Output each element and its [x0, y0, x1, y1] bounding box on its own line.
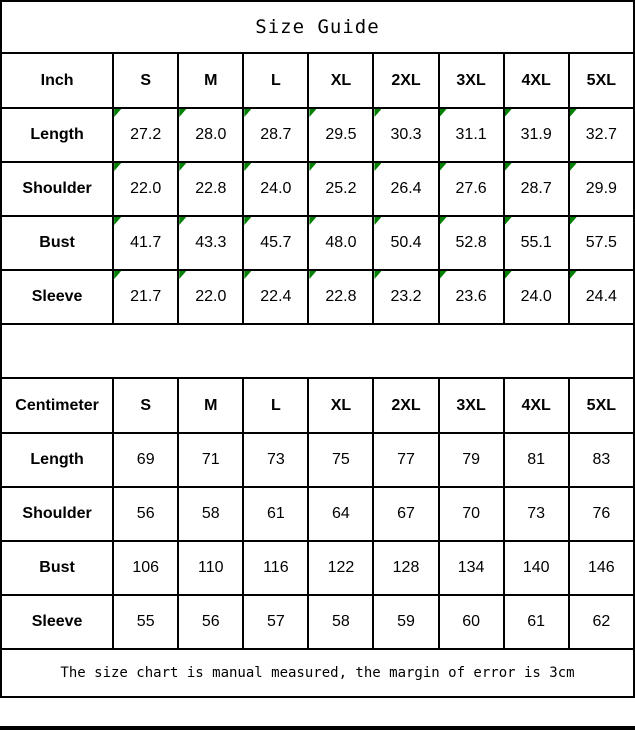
row-label: Length	[1, 108, 113, 162]
value-cell: 50.4	[373, 216, 438, 270]
green-corner-flag-icon	[114, 109, 121, 117]
value-cell: 23.6	[439, 270, 504, 324]
value-cell: 22.0	[113, 162, 178, 216]
size-col-header: XL	[308, 378, 373, 433]
size-col-header: S	[113, 378, 178, 433]
green-corner-flag-icon	[374, 271, 381, 279]
value-cell: 62	[569, 595, 634, 649]
size-col-header: M	[178, 53, 243, 108]
spacer-cell	[1, 324, 634, 378]
value-cell: 71	[178, 433, 243, 487]
value-cell: 31.9	[504, 108, 569, 162]
value-cell: 73	[504, 487, 569, 541]
size-col-header: 3XL	[439, 378, 504, 433]
green-corner-flag-icon	[440, 271, 447, 279]
inch-table-body	[1, 53, 634, 324]
row-label: Shoulder	[1, 162, 113, 216]
value-cell: 22.0	[178, 270, 243, 324]
value-cell: 128	[373, 541, 438, 595]
value-cell: 27.2	[113, 108, 178, 162]
value-cell: 55.1	[504, 216, 569, 270]
value-cell: 29.9	[569, 162, 634, 216]
row-label: Shoulder	[1, 487, 113, 541]
value-cell: 59	[373, 595, 438, 649]
size-col-header: 5XL	[569, 378, 634, 433]
value-cell: 43.3	[178, 216, 243, 270]
value-cell: 31.1	[439, 108, 504, 162]
green-corner-flag-icon	[440, 109, 447, 117]
green-corner-flag-icon	[179, 271, 186, 279]
value-cell: 45.7	[243, 216, 308, 270]
value-cell: 70	[439, 487, 504, 541]
green-corner-flag-icon	[570, 217, 577, 225]
value-cell: 67	[373, 487, 438, 541]
table-row	[1, 162, 634, 216]
row-label: Bust	[1, 541, 113, 595]
green-corner-flag-icon	[309, 109, 316, 117]
title-row	[1, 1, 634, 53]
value-cell: 26.4	[373, 162, 438, 216]
value-cell: 76	[569, 487, 634, 541]
value-cell: 24.0	[243, 162, 308, 216]
value-cell: 61	[504, 595, 569, 649]
footer-row	[1, 649, 634, 697]
size-header-row	[1, 378, 634, 433]
value-cell: 56	[113, 487, 178, 541]
value-cell: 57.5	[569, 216, 634, 270]
value-cell: 79	[439, 433, 504, 487]
table-row	[1, 270, 634, 324]
value-cell: 24.4	[569, 270, 634, 324]
value-cell: 56	[178, 595, 243, 649]
size-col-header: XL	[308, 53, 373, 108]
value-cell: 81	[504, 433, 569, 487]
green-corner-flag-icon	[374, 109, 381, 117]
green-corner-flag-icon	[440, 217, 447, 225]
value-cell: 58	[178, 487, 243, 541]
size-col-header: 2XL	[373, 378, 438, 433]
green-corner-flag-icon	[309, 163, 316, 171]
green-corner-flag-icon	[114, 163, 121, 171]
row-label: Length	[1, 433, 113, 487]
value-cell: 28.0	[178, 108, 243, 162]
value-cell: 55	[113, 595, 178, 649]
size-col-header: 4XL	[504, 53, 569, 108]
green-corner-flag-icon	[309, 271, 316, 279]
value-cell: 22.8	[178, 162, 243, 216]
value-cell: 75	[308, 433, 373, 487]
value-cell: 28.7	[504, 162, 569, 216]
value-cell: 52.8	[439, 216, 504, 270]
green-corner-flag-icon	[374, 217, 381, 225]
table-row	[1, 487, 634, 541]
value-cell: 83	[569, 433, 634, 487]
green-corner-flag-icon	[440, 163, 447, 171]
table-row	[1, 541, 634, 595]
value-cell: 146	[569, 541, 634, 595]
green-corner-flag-icon	[309, 217, 316, 225]
value-cell: 27.6	[439, 162, 504, 216]
value-cell: 24.0	[504, 270, 569, 324]
green-corner-flag-icon	[179, 109, 186, 117]
green-corner-flag-icon	[570, 163, 577, 171]
green-corner-flag-icon	[114, 271, 121, 279]
table-row	[1, 433, 634, 487]
value-cell: 29.5	[308, 108, 373, 162]
green-corner-flag-icon	[570, 109, 577, 117]
value-cell: 116	[243, 541, 308, 595]
value-cell: 134	[439, 541, 504, 595]
value-cell: 73	[243, 433, 308, 487]
green-corner-flag-icon	[505, 217, 512, 225]
green-corner-flag-icon	[244, 163, 251, 171]
size-col-header: 2XL	[373, 53, 438, 108]
value-cell: 122	[308, 541, 373, 595]
value-cell: 30.3	[373, 108, 438, 162]
value-cell: 32.7	[569, 108, 634, 162]
size-col-header: S	[113, 53, 178, 108]
value-cell: 58	[308, 595, 373, 649]
unit-label: Centimeter	[1, 378, 113, 433]
table-row	[1, 595, 634, 649]
value-cell: 140	[504, 541, 569, 595]
size-col-header: 5XL	[569, 53, 634, 108]
value-cell: 25.2	[308, 162, 373, 216]
measurement-note: The size chart is manual measured, the margin of error is 3cm	[1, 649, 634, 697]
value-cell: 28.7	[243, 108, 308, 162]
centimeter-table-body	[1, 378, 634, 649]
green-corner-flag-icon	[179, 163, 186, 171]
size-col-header: M	[178, 378, 243, 433]
value-cell: 41.7	[113, 216, 178, 270]
green-corner-flag-icon	[244, 271, 251, 279]
table-row	[1, 216, 634, 270]
size-col-header: 3XL	[439, 53, 504, 108]
row-label: Sleeve	[1, 270, 113, 324]
value-cell: 64	[308, 487, 373, 541]
value-cell: 60	[439, 595, 504, 649]
row-label: Bust	[1, 216, 113, 270]
value-cell: 77	[373, 433, 438, 487]
green-corner-flag-icon	[505, 271, 512, 279]
value-cell: 110	[178, 541, 243, 595]
table-row	[1, 108, 634, 162]
value-cell: 21.7	[113, 270, 178, 324]
spacer-row	[1, 324, 634, 378]
green-corner-flag-icon	[570, 271, 577, 279]
green-corner-flag-icon	[505, 163, 512, 171]
green-corner-flag-icon	[244, 217, 251, 225]
row-label: Sleeve	[1, 595, 113, 649]
image-bottom-edge	[0, 726, 635, 730]
value-cell: 61	[243, 487, 308, 541]
page-title: Size Guide	[1, 1, 634, 53]
green-corner-flag-icon	[244, 109, 251, 117]
size-col-header: 4XL	[504, 378, 569, 433]
value-cell: 48.0	[308, 216, 373, 270]
value-cell: 57	[243, 595, 308, 649]
value-cell: 69	[113, 433, 178, 487]
green-corner-flag-icon	[114, 217, 121, 225]
value-cell: 22.4	[243, 270, 308, 324]
green-corner-flag-icon	[374, 163, 381, 171]
unit-label: Inch	[1, 53, 113, 108]
green-corner-flag-icon	[505, 109, 512, 117]
size-header-row	[1, 53, 634, 108]
value-cell: 106	[113, 541, 178, 595]
size-col-header: L	[243, 53, 308, 108]
green-corner-flag-icon	[179, 217, 186, 225]
size-col-header: L	[243, 378, 308, 433]
value-cell: 22.8	[308, 270, 373, 324]
value-cell: 23.2	[373, 270, 438, 324]
